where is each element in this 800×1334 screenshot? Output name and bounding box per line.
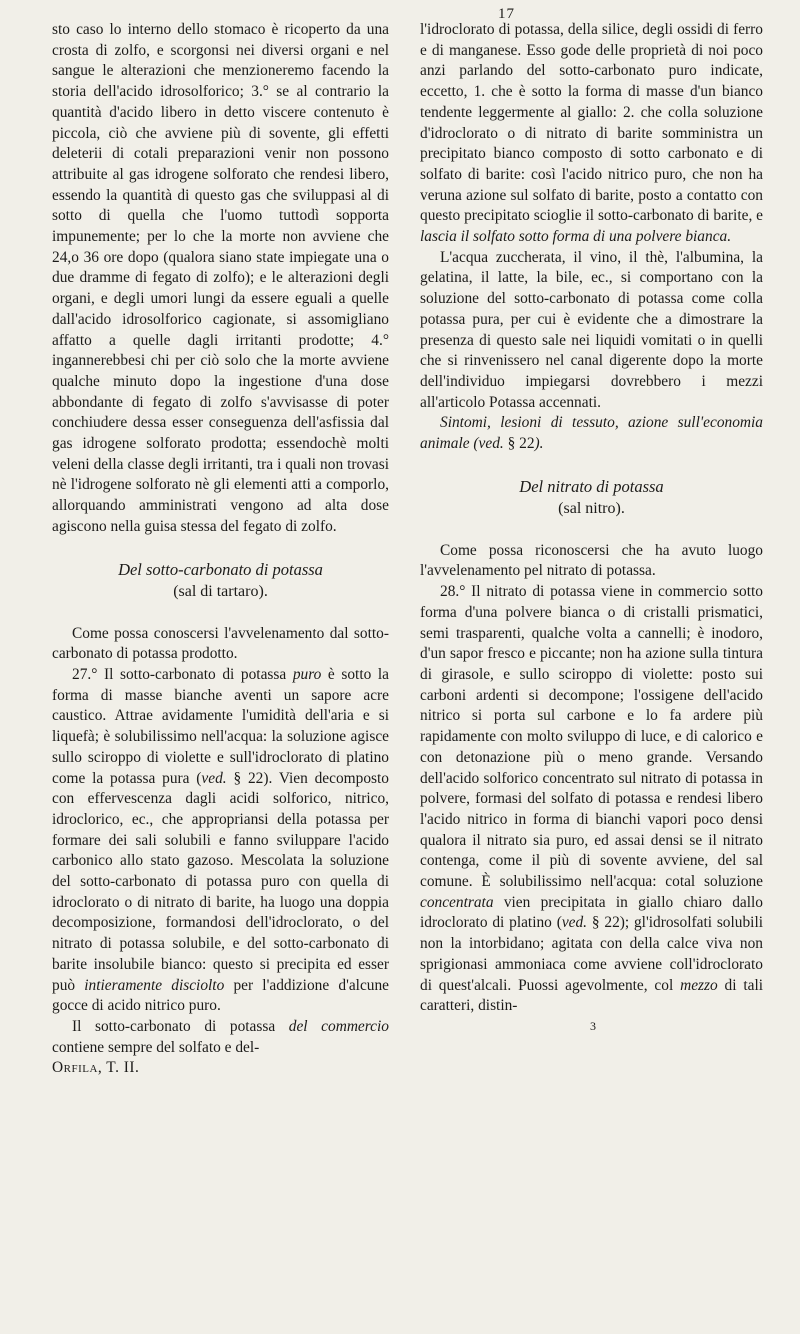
italic-run: ved. [201,769,227,787]
text-run: Il sotto-carbonato di potassa [72,1017,289,1035]
sheet-signature: 3 [590,1019,596,1034]
left-paragraph-2: Come possa conoscersi l'avvelenamento dal sotto-carbonato di potassa prodotto. [52,624,389,663]
right-paragraph-4: Come possa riconoscersi che ha avuto luogo l'avvelenamento pel nitrato di potassa. [420,541,763,580]
text-run: l'idroclorato di potassa, della silice, degli ossidi di ferro e di manganese. Esso gode delle proprietà di noi poco anzi parlando del sotto-carbonato puro indicate, eccetto, 1. che è sotto la forma di masse d'un bianco tendente leggermente al giallo: 2. che colla soluzione d'idroclorato o di nitrato di barite somministra un precipitato bianco composto di sotto carbonato e di solfato di barite: così l'acido nitrico puro, che non ha veruna azione sul solfato di barite, posto a contatto con questo precipitato scioglie il sotto-carbonato di barite, e [420,21,763,225]
text-run: per l'addizione d'alcune gocce di acido nitrico puro. [52,976,390,1015]
left-paragraph-3 [52,665,389,1017]
italic-run: intieramente disciolto [84,976,225,994]
right-paragraph-5 [420,582,763,1017]
section-heading-sotto-carbonato: Del sotto-carbonato di potassa [118,559,323,579]
text-run: vien precipitata in giallo chiaro dallo idroclorato di platino ( [420,893,763,932]
italic-run: mezzo [680,976,718,994]
section-subheading-sal-di-tartaro: (sal di tartaro). [173,582,268,600]
section-subheading-sal-nitro: (sal nitro). [558,499,625,517]
right-paragraph-2: L'acqua zuccherata, il vino, il thè, l'albumina, la gelatina, il latte, la bile, ec., si comportano con la soluzione del sotto-carbonato di potassa come colla potassa pura, per cui è evidente che a dimostrare la presenza di questo sale nei liquidi vomitati o in quelli che si rinvenissero nel canal digerente dopo la morte dell'individuo impiegarsi dovrebbero i mezzi all'articolo Potassa accennati. [420,248,763,411]
text-run: è sotto la forma di masse bianche aventi un sapore acre caustico. Attrae avidamente l'umidità dell'aria e si liquefà; è solubilissimo nell'acqua: la soluzione agisce sullo sciroppo di violette e sull'idroclorato di platino come la potassa pura ( [52,665,389,787]
text-run: § 22). Vien decomposto con effervescenza dagli acidi solforico, nitrico, idroclorico, ec., che appropriansi della potassa per formare dei sali solubili e fanno sviluppare l'acido carbonico allo stato gazoso. Mescolata la soluzione del sotto-carbonato di potassa puro con quella di idroclorato o di nitrato di barite, ha luogo una doppia decomposizione, formandosi dell'idroclorato, o del nitrato di potassa solubile, e del sotto-carbonato di barite insolubile bianco: questo si precipita ed esser può [52,769,389,994]
italic-run: del commercio [288,1017,389,1035]
section-heading-nitrato: Del nitrato di potassa [519,476,664,496]
text-run: 28.° Il nitrato di potassa viene in commercio sotto forma d'una polvere bianca o di cristalli prismatici, semi trasparenti, qualche volta a cannelli; è inodoro, d'un sapor fresco e piccante; non ha azione sulla tintura di girasole, e sullo sciroppo di violette: posto sui carboni ardenti si decompone; l'ossigene dell'acido nitrico si porta sul carbone e lo fa ardere più rapidamente con molto sviluppo di luce, e di calorico e con detonazione più o meno grande. Versando dell'acido solforico concentrato sul nitrato di potassa in polvere, formasi del solfato di potassa e rendesi libero l'acido nitrico in forma di bianchi vapori poco densi qualora il nitrato sia puro, ed assai densi se il nitrato contenga, come il più di sovente avviene, del sal comune. È solubilissimo nell'acqua: cotal soluzione [420,583,763,891]
printer-signature: Orfila, T. II. [52,1059,140,1077]
right-column [420,20,764,1034]
right-paragraph-1 [420,20,763,248]
signature-row [52,1058,389,1079]
italic-run: lascia il solfato sotto forma di una polvere bianca. [420,228,732,246]
left-paragraph-1: sto caso lo interno dello stomaco è ricoperto da una crosta di zolfo, e scorgonsi nei diversi organi e nel sangue le alterazioni che menzioneremo facendo la storia dell'acido idrosolforico; 3.° se al contrario la quantità d'acido libero in detto viscere contenuto è piccola, ciò che avviene più di sovente, gli effetti deleterii di cotali preparazioni venir non possono attribuite al gas idrogene solforato che rendesi libero, essendo la quantità di questo gas che sviluppasi al di sotto di quella che l'uomo tuttodì sopporta impunemente; per lo che la morte non avviene che 24,o 36 ore dopo (qualora siano state impiegate una o due dramme di fegato di zolfo); e le alterazioni degli organi, e degli umori lungi da essere eguali a quelle dall'acido idrosolforico cagionate, si assomigliano affatto a quelle dagli irritanti prodotte; 4.° ingannerebbesi chi per ciò solo che la morte avviene qualche minuto dopo la ingestione d'una dose abbondante di fegato di zolfo s'avvisasse di poter conchiudere dessa esser conseguenza dell'asfissia dal gas idrogene solforato prodotta; essendochè molti veleni della classe degli irritanti, tra i quali non trovasi nè l'idrogene solforato nè gli elementi atti a comporlo, allorquando amministrati vengono ad alta dose agiscono nella guisa stessa del fegato di zolfo. [52,21,389,535]
italic-run: puro [292,665,322,683]
text-run: § 22 [503,435,535,453]
text-run: contiene sempre del solfato e del- [52,1038,260,1056]
italic-run: Sintomi, lesioni di tessuto, azione sull'economia animale (ved. [420,414,763,453]
page-number: 17 [498,6,515,22]
text-run: § 22); gl'idrosolfati solubili non la intorbidano; agitata con della calce viva non sprigionasi ammoniaca come avviene coll'idroclorato di quest'alcali. Puossi agevolmente, col [420,914,763,994]
right-paragraph-3 [420,413,763,454]
italic-run: ved. [561,914,588,932]
left-paragraph-4 [52,1017,389,1058]
text-run: di tali caratteri, distin- [420,976,764,1015]
text-run: 27.° Il sotto-carbonato di potassa [72,665,293,683]
left-column [52,20,389,1079]
italic-run: ). [534,435,544,453]
italic-run: concentrata [420,893,494,911]
